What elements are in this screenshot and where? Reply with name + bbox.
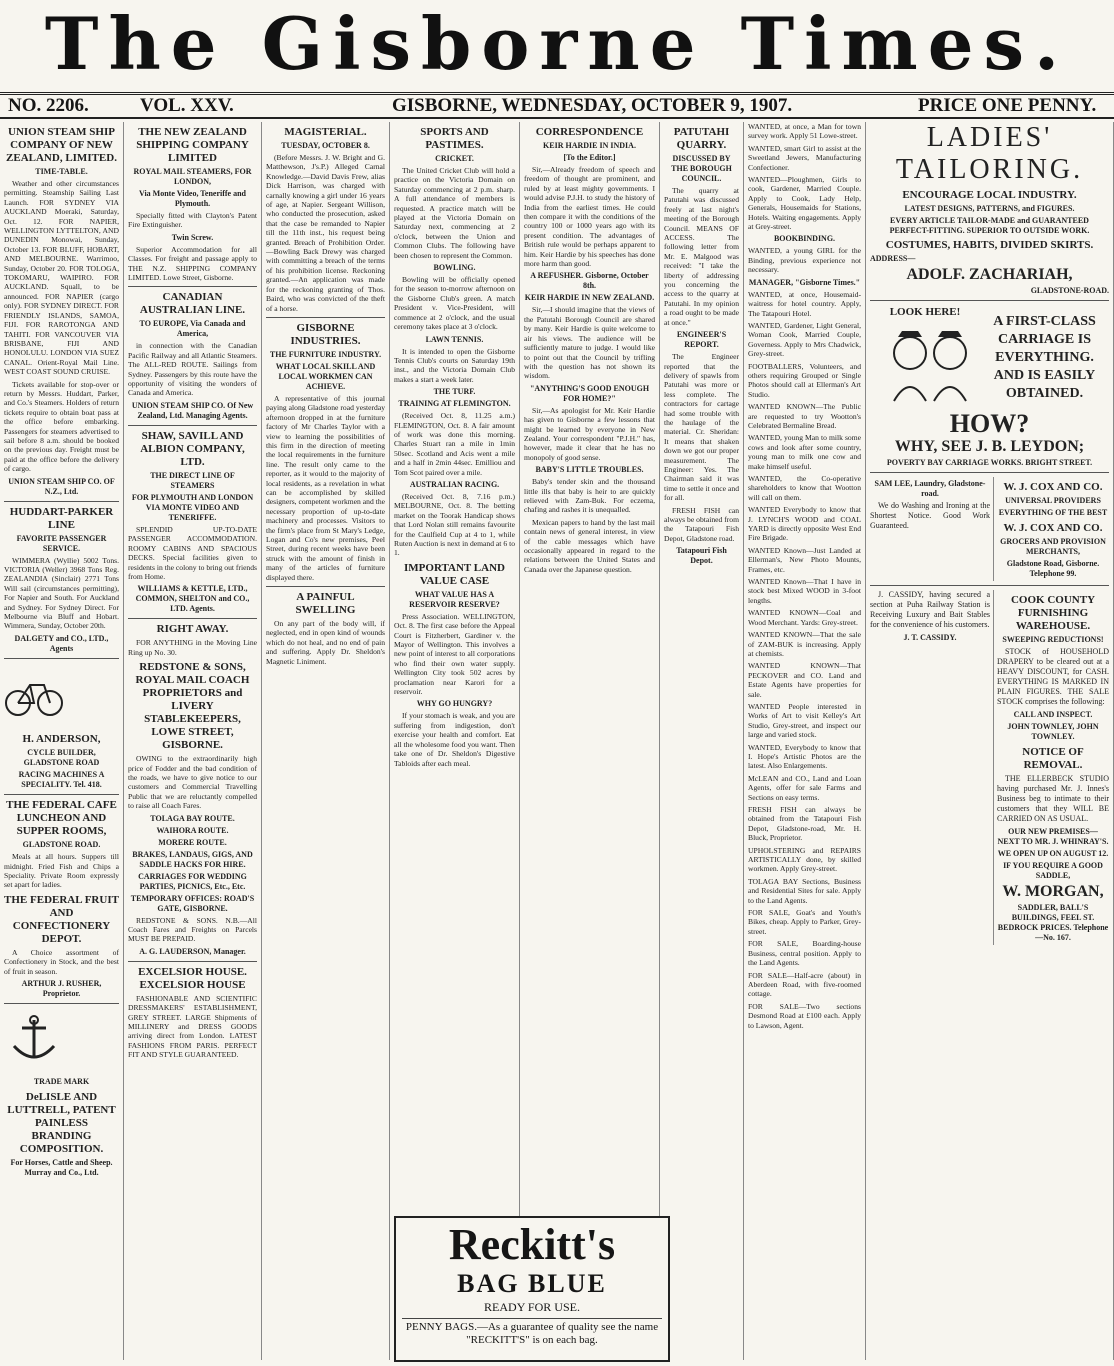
classified-tolaga: TOLAGA BAY Sections, Business and Residential Sites for sale. Apply to the Land Agents. bbox=[748, 876, 861, 905]
industries-heading: GISBORNE INDUSTRIES. bbox=[290, 321, 361, 347]
tolaga-route: TOLAGA BAY ROUTE. bbox=[150, 813, 235, 823]
canadian-text: in connection with the Canadian Pacific Railway and all Atlantic Steamers. The ALL-RED ROUTE. Sailings from Sydney. Passengers by this route have the opportunity of visiting the wonders of Canada and America. bbox=[128, 341, 257, 398]
keir-india-heading: KEIR HARDIE IN INDIA. bbox=[543, 141, 636, 150]
hungry-text: If your stomach is weak, and you are suffering from indigestion, don't exercise your health and comfort. Eat all the wholesome food you want. Then take one of Dr. Sheldon's Digestive Tabloids after each meal. bbox=[394, 711, 515, 768]
timetable-text: Weather and other circumstances permitting. Steamship Sailing Last Launch. FOR SYDNEY VIA AUCKLAND Moeraki, Saturday, Oct. 12. FOR NAPIER, WELLINGTON LYTTELTON, AND DUNEDIN Monowai, Sunday, October 13. FOR BLUFF, HOBART, AND MELBOURNE. Warrimoo, Sunday, October 20. FOR TOLOGA, TOKOMARU, WAIPIRO. FOR AUCKLAND. Squall, to be announced. FOR NAPIER (cargo only). FOR SYDNEY DIRECT. FOR FRIENDLY ISLANDS, SAMOA, FIJI. FOR RAROTONGA AND TAHITI. FOR VANCOUVER VIA BRISBANE, FIJI AND HONOLULU. LONDON VIA SUEZ CANAL. Orient-Royal Mail Line. WEST COAST SOUND CRUISE. bbox=[4, 179, 119, 377]
federal-subheading: GLADSTONE ROAD. bbox=[22, 840, 101, 850]
every-article: EVERY ARTICLE TAILOR-MADE and GUARANTEED PERFECT-FITTING. SUPERIOR TO OUTSIDE WORK. bbox=[889, 216, 1090, 235]
classified-wanted-4: WANTED, a young GIRL for the Binding, previous experience not necessary. bbox=[748, 246, 861, 275]
column-8-ads bbox=[866, 122, 1114, 1360]
land-value-heading: IMPORTANT LAND VALUE CASE bbox=[404, 561, 505, 587]
keir-signature: A REFUSHER. Gisborne, October 8th. bbox=[530, 271, 649, 291]
price: PRICE ONE PENNY. bbox=[918, 95, 1097, 116]
excelsior-heading: EXCELSIOR HOUSE. EXCELSIOR HOUSE bbox=[138, 965, 247, 991]
sports-heading: SPORTS AND PASTIMES. bbox=[420, 126, 489, 151]
tickets-text: Tickets available for stop-over or return by Messrs. Huddart, Parker, and Co.'s Steamers. Holders of return tickets require to obtain boat pass at the office before embarking. Passengers for steamers advertised to sail before 8 a.m. should be booked on the previous day. Freight must be paid at the office before the delivery of cargo. bbox=[4, 379, 119, 474]
sweeping-text: STOCK of HOUSEHOLD DRAPERY to be cleared out at a HEAVY DISCOUNT, for CASH. EVERYTHING IS MARKED IN PLAIN FIGURES. THE SALE STOCK comprises the following: bbox=[997, 647, 1109, 706]
classified-boarding: FOR SALE, Boarding-house Business, central position. Apply to the Land Agents. bbox=[748, 939, 861, 968]
townley-signature: JOHN TOWNLEY, JOHN TOWNLEY. bbox=[1007, 722, 1099, 741]
fruit-text: A Choice assortment of Confectionery in Stock, and the best of fruit in season. bbox=[4, 947, 119, 976]
favorite-heading: FAVORITE PASSENGER SERVICE. bbox=[16, 533, 107, 553]
keir-nz-text: Sir,—I should imagine that the views of the Patutahi Borough Council are shared by many. Keir Hardie is quite welcome to air his views. The audience will be sufficiently mature to judge. I would like to point out that the Council by trifling with the question has not shown its wisdom. bbox=[524, 305, 655, 381]
baby-heading: BABY'S LITTLE TROUBLES. bbox=[535, 465, 644, 475]
lauderson-signature: A. G. LAUDERSON, Manager. bbox=[139, 946, 246, 956]
sweeping-heading: SWEEPING REDUCTIONS! bbox=[1002, 635, 1104, 644]
carriage-heading: A FIRST-CLASS CARRIAGE IS EVERYTHING. AND IS EASILY OBTAINED. bbox=[993, 313, 1096, 401]
engineer-text: The Engineer reported that the delivery of spawls from Patutahi was more or less complete. The contractors for cartage had some trouble with the haulage of the material. Cr. Sheridan: It means that shaken down we got our proper measurement. The Engineer: Yes. The Chairman said it was time to settle it once and for all. bbox=[664, 352, 739, 503]
column-5 bbox=[520, 122, 660, 1360]
anderson-subheading: CYCLE BUILDER, GLADSTONE ROAD bbox=[23, 748, 100, 768]
classified-upholstering: UPHOLSTERING and REPAIRS ARTISTICALLY done, by skilled workmen. Apply Grey-street. bbox=[748, 845, 861, 874]
zachariah-road: GLADSTONE-ROAD. bbox=[1030, 286, 1109, 295]
volume-number: VOL. XXV. bbox=[140, 95, 234, 116]
issue-number: NO. 2206. bbox=[8, 95, 89, 116]
anything-text: Sir,—As apologist for Mr. Keir Hardie has given to Gisborne a few lessons that might be learned by everyone in New Zealand. Your correspondent "P.J.H." has, however, made it clear that he has no monopoly of good sense. bbox=[524, 405, 655, 462]
classified-wanted-3: WANTED—Ploughmen, Girls to cook, Gardener, Married Couple. Apply to Cook, Lady Help, Generals, Housemaids for Stations, Hotels. Waiting engagements. Apply at Grey-street. bbox=[748, 175, 861, 232]
leydon-heading: WHY, SEE J. B. LEYDON; bbox=[894, 438, 1085, 455]
column-3 bbox=[262, 122, 390, 1360]
latest-designs: LATEST DESIGNS, PATTERNS, and FIGURES. bbox=[904, 204, 1075, 213]
notice-removal-heading: NOTICE OF REMOVAL. bbox=[1022, 746, 1084, 771]
fitted-text: Specially fitted with Clayton's Patent Fire Extinguisher. bbox=[128, 211, 257, 230]
swelling-heading: A PAINFUL SWELLING bbox=[295, 591, 356, 617]
dalgety-signature: DALGETY and CO., LTD., Agents bbox=[14, 633, 109, 653]
morgan-name: W. MORGAN, bbox=[1002, 883, 1104, 900]
column-6 bbox=[660, 122, 744, 1360]
notice-removal-text: THE ELLERBECK STUDIO having purchased Mr. J. Innes's Business beg to intimate to their customers that they WILL BE CARRIED ON AS USUAL. bbox=[997, 774, 1109, 823]
trademark-anchor-icon bbox=[4, 1014, 64, 1066]
huddart-text: WIMMERA (Wyllie) 5002 Tons. VICTORIA (Weller) 3968 Tons Reg. ZEALANDIA (Sinclair) 2771 Tons Will sail (circumstances permitting), For Napier and South. For Auckland and Sydney. For Sydney Direct. For Melbourne via Bluff and Hobart. Wimmera, Sunday, October 20th. bbox=[4, 555, 119, 631]
column-2 bbox=[124, 122, 262, 1360]
manager-signature: MANAGER, "Gisborne Times." bbox=[748, 277, 861, 287]
to-editor: [To the Editor.] bbox=[563, 153, 616, 162]
patutahi-text: The quarry at Patutahi was discussed freely at last night's meeting of the Borough Council. MEANS OF ACCESS. The following letter from Mr. E. Malgood was received: "I take the liberty of addressing you concerning the access to the quarry at Patutahi. In my opinion a road ought to be made at once." bbox=[664, 186, 739, 327]
classified-wanted-15: WANTED People interested in Works of Art to visit Kelley's Art Studio, Grey-street, and inspect our large and varied stock. bbox=[748, 701, 861, 740]
waihora-route: WAIHORA ROUTE. bbox=[156, 825, 229, 835]
engineer-heading: ENGINEER'S REPORT. bbox=[676, 330, 727, 350]
federal-text: Meals at all hours. Suppers till midnight. Fried Fish and Chips a Speciality. Private Room expressly set apart for ladies. bbox=[4, 852, 119, 890]
column-7-classifieds bbox=[744, 122, 866, 1360]
twin-screw: Twin Screw. bbox=[171, 232, 214, 242]
magisterial-text: (Before Messrs. J. W. Bright and G. Matthewson, J's.P.) Alleged Carnal Knowledge.—David Davis Frew, alias Dick Harrison, was charged with carnally knowing a girl under 16 years of age, at Napier. Sergeant Willison, who conducted the prosecution, asked that the case be remanded to Napier till the 11th inst., his request being granted. Breach of Prohibition Order.—Bowling Back Drewy was charged with committing a breach of the terms of his prohibition license. Reckoning granted.—An application was made for the reckoning granting of Thos. Baird, who was convicted of the theft of a horse. bbox=[266, 153, 385, 313]
classified-wanted-7: WANTED KNOWN—The Public are requested to try Wootton's Celebrated Bermaline Bread. bbox=[748, 402, 861, 430]
canadian-heading: CANADIAN AUSTRALIAN LINE. bbox=[139, 291, 246, 317]
leydon-subheading: POVERTY BAY CARRIAGE WORKS. BRIGHT STREET. bbox=[886, 458, 1093, 467]
cricket-text: The United Cricket Club will hold a practice on the Victoria Domain on Saturday commencing at 2 p.m. sharp. A full attendance of members is requested. A practice match will be played at the Victoria Domain on Saturday next, commencing at 2 o'clock, between the Union and Common Clubs. The following have been chosen to represent the Common. bbox=[394, 166, 515, 260]
saddle-heading: IF YOU REQUIRE A GOOD SADDLE, bbox=[1003, 861, 1103, 880]
classified-wanted-9: WANTED, the Co-operative shareholders to know that Wootton will call on them. bbox=[748, 474, 861, 502]
reckitts-guarantee: PENNY BAGS.—As a guarantee of quality see the name "RECKITT'S" is on each bag. bbox=[402, 1318, 662, 1347]
address-label: ADDRESS— bbox=[870, 254, 916, 263]
nz-shipping-heading: THE NEW ZEALAND SHIPPING COMPANY LIMITED bbox=[136, 126, 249, 164]
classified-wanted-12: WANTED KNOWN—Coal and Wood Merchant. Yards: Grey-street. bbox=[748, 608, 861, 627]
bowling-text: Bowling will be officially opened for the season to-morrow afternoon on the Gisborne Club's green. A match President v. Vice-President, will commence at 2 o'clock, and the usual ceremony takes place at 3 o'clock. bbox=[394, 275, 515, 332]
newspaper-title: The Gisborne Times. bbox=[44, 1, 1070, 86]
how-heading: HOW? bbox=[949, 409, 1030, 438]
classified-two-sections: FOR SALE—Two sections Desmond Road at £100 each. Apply to Lawson, Agent. bbox=[748, 1001, 861, 1030]
patutahi-heading: PATUTAHI QUARRY. bbox=[673, 126, 730, 151]
wjcox-heading: W. J. COX AND CO. bbox=[1003, 481, 1103, 493]
trademark-label: TRADE MARK bbox=[33, 1076, 90, 1086]
timetable-heading: TIME-TABLE. bbox=[35, 167, 88, 176]
europe-heading: TO EUROPE, Via Canada and America, bbox=[139, 319, 246, 339]
carriages-text: CARRIAGES FOR WEDDING PARTIES, PICNICS, Etc., Etc. bbox=[138, 871, 247, 891]
mexican-text: Mexican papers to hand by the last mail contain news of general interest, in view of the cable messages which have occasionally appeared in regard to the relations between the United States and Canada over the Japanese question. bbox=[524, 517, 655, 574]
gladstone-address: Gladstone Road, Gisborne. Telephone 99. bbox=[1006, 559, 1100, 578]
fish-text: FRESH FISH can always be obtained from the Tatapouri Fish Depot, Gladstone road. bbox=[664, 505, 739, 543]
magisterial-heading: MAGISTERIAL. bbox=[284, 126, 367, 138]
reckitts-advertisement bbox=[394, 1216, 670, 1362]
classified-wanted-6: WANTED, Gardener, Light General, Woman Cook, Married Couple, Governess. Apply to Mrs Chadwick, Grey-street. bbox=[748, 320, 861, 359]
via-text: Via Monte Video, Teneriffe and Plymouth. bbox=[138, 189, 247, 208]
redstone-heading: REDSTONE & SONS, ROYAL MAIL COACH PROPRIETORS and LIVERY STABLEKEEPERS, LOWE STREET, GISBORNE. bbox=[135, 661, 250, 752]
shaw-savill-heading: SHAW, SAVILL AND ALBION COMPANY, LTD. bbox=[140, 429, 245, 468]
ladies-tailoring-heading: LADIES' TAILORING. bbox=[895, 122, 1084, 185]
land-value-text: Press Association. WELLINGTON, Oct. 8. The first case before the Appeal Court is Fitzherbert, Gardiner v. the Mayor of Wellington. This involves a new point of interest to all corporations who find their own water supply. Wellington City took 502 acres by proclamation near Karori for a reservoir. bbox=[394, 611, 515, 697]
zachariah-name: ADOLF. ZACHARIAH, bbox=[906, 266, 1073, 283]
rusher-signature: ARTHUR J. RUSHER, Proprietor. bbox=[21, 979, 102, 999]
column-4 bbox=[390, 122, 520, 1360]
union-signature: UNION STEAM SHIP CO. OF N.Z., Ltd. bbox=[8, 476, 115, 496]
call-inspect: CALL AND INSPECT. bbox=[1013, 710, 1093, 719]
bicycle-icon bbox=[4, 669, 64, 721]
magisterial-date: TUESDAY, OCTOBER 8. bbox=[281, 141, 370, 150]
classified-wanted-5: WANTED, at once, Housemaid-waitress for hotel country. Apply, The Tatapouri Hotel. bbox=[748, 289, 861, 318]
sam-lee-text: We do Washing and Ironing at the Shortest Notice. Good Work Guaranteed. bbox=[870, 501, 990, 530]
classified-coal: WANTED Everybody to know that J. LYNCH'S WOOD and COAL YARD is directly opposite West End Fire Brigade. bbox=[748, 505, 861, 543]
classified-wanted-16: WANTED, Everybody to know that I. Hope's Artistic Photos are the latest. Also Enlargements. bbox=[748, 742, 861, 771]
royal-mail-heading: ROYAL MAIL STEAMERS, FOR LONDON, bbox=[133, 167, 252, 186]
turf-heading: THE TURF. bbox=[433, 387, 476, 397]
open-date: WE OPEN UP ON AUGUST 12. bbox=[997, 849, 1109, 858]
redstone-notice: REDSTONE & SONS. N.B.—All Coach Fares and Freights on Parcels MUST BE PREPAID. bbox=[128, 915, 257, 944]
encourage-industry: ENCOURAGE LOCAL INDUSTRY. bbox=[902, 189, 1077, 201]
classified-footballers: FOOTBALLERS, Volunteers, and others requiring Grouped or Single Photos should call at Ellerman's Art Studio. bbox=[748, 361, 861, 399]
plymouth-line: FOR PLYMOUTH AND LONDON VIA MONTE VIDEO AND TENERIFFE. bbox=[131, 492, 254, 522]
classified-half-acre: FOR SALE—Half-acre (about) in Aberdeen Road, with five-roomed cottage. bbox=[748, 970, 861, 999]
keir-india-text: Sir,—Already freedom of speech and freedom of thought are prominent, and ruled by at least mighty governments. I would advise P.J.H. to study the history of India from the earliest times. He could then compare it with the conditions of the country 100 or 1000 years ago with its present condition. The advantages of British rule would be perhaps apparent to him. Keir Hardie by his speeches has done more harm than good. bbox=[524, 165, 655, 269]
williams-signature: WILLIAMS & KETTLE, LTD., COMMON, SHELTON and CO., LTD. Agents. bbox=[135, 584, 250, 614]
baby-text: Baby's tender skin and the thousand little ills that baby is heir to are quickly relieved with Zam-Buk. For eczema, chafing and rashes it is unequalled. bbox=[524, 477, 655, 515]
reckitts-tagline: READY FOR USE. bbox=[484, 1300, 580, 1314]
delisle-subheading: For Horses, Cattle and Sheep. Murray and Co., Ltd. bbox=[10, 1157, 113, 1177]
classified-for-sale: FOR SALE, Goat's and Youth's Bikes, cheap. Apply to Parker, Grey-street. bbox=[748, 908, 861, 936]
look-here-banner: LOOK HERE! bbox=[889, 306, 961, 318]
shaw-text: SPLENDID UP-TO-DATE PASSENGER ACCOMMODATION. ROOMY CABINS AND SPACIOUS DECKS. Special facilities given to residents in the colony to bring out friends from Home. bbox=[128, 524, 257, 581]
classified-wanted-13: WANTED KNOWN—That the sale of ZAM-BUK is increasing. Apply at chemists. bbox=[748, 630, 861, 658]
anything-heading: "ANYTHING'S GOOD ENOUGH FOR HOME?" bbox=[529, 383, 650, 403]
patutahi-subheading: DISCUSSED BY THE BOROUGH COUNCIL. bbox=[671, 154, 732, 183]
turf-text: (Received Oct. 8, 11.25 a.m.) FLEMINGTON, Oct. 8. A fair amount of work was done this morning. Charles Stuart ran a mile in 1min 50sec. Scotland and Acis went a mile and a half in 2min 44sec. Emilliou and Tom Scot paired over a mile. bbox=[394, 411, 515, 477]
classified-wanted-1: WANTED, at once, a Man for town survey work. Apply 51 Lowe-street. bbox=[748, 122, 861, 141]
new-premises: OUR NEW PREMISES— NEXT TO MR. J. WHINRAY'S. bbox=[997, 827, 1109, 846]
sam-lee-heading: SAM LEE, Laundry, Gladstone-road. bbox=[874, 479, 986, 498]
federal-heading: THE FEDERAL CAFE LUNCHEON AND SUPPER ROOMS, bbox=[6, 799, 117, 838]
land-value-subheading: WHAT VALUE HAS A RESERVOIR RESERVE? bbox=[409, 589, 500, 609]
anderson-tagline: RACING MACHINES A SPECIALITY. Tel. 418. bbox=[18, 770, 105, 790]
excelsior-text: FASHIONABLE AND SCIENTIFIC DRESSMAKERS' ESTABLISHMENT, GREY STREET. LARGE Shipments of MILLINERY and DRESS GOODS arriving direct from London. LATEST FASHIONS FROM PARIS. PERFECT FIT AND STYLE GUARANTEED. bbox=[128, 993, 257, 1060]
universal-providers: UNIVERSAL PROVIDERS bbox=[1005, 496, 1101, 505]
cassidy-signature: J. T. CASSIDY. bbox=[903, 633, 957, 642]
fruit-heading: THE FEDERAL FRUIT AND CONFECTIONERY DEPOT. bbox=[4, 893, 119, 945]
bookbinding-heading: BOOKBINDING. bbox=[773, 234, 836, 244]
tennis-heading: LAWN TENNIS. bbox=[425, 334, 484, 344]
fish-signature: Tatapouri Fish Depot. bbox=[676, 546, 727, 566]
aus-racing-heading: AUSTRALIAN RACING. bbox=[409, 479, 500, 489]
huddart-heading: HUDDART-PARKER LINE bbox=[9, 505, 114, 531]
reckitts-brand: Reckitt's bbox=[448, 1220, 616, 1269]
tennis-text: It is intended to open the Gisborne Tennis Club's courts on Saturday 19th inst., and the Victoria Domain Club makes a start a week later. bbox=[394, 346, 515, 384]
classified-wanted-11: WANTED Known—That I have in stock best Mixed WOOD in 3-foot lengths. bbox=[748, 577, 861, 605]
direct-line: THE DIRECT LINE OF STEAMERS bbox=[150, 470, 235, 490]
industries-subheading-2: WHAT LOCAL SKILL AND LOCAL WORKMEN CAN ACHIEVE. bbox=[275, 361, 376, 391]
keir-nz-heading: KEIR HARDIE IN NEW ZEALAND. bbox=[524, 293, 655, 303]
nz-shipping-text: Superior Accommodation for all Classes. For freight and passage apply to THE N.Z. SHIPPING COMPANY LIMITED. Lowe Street, Gisborne. bbox=[128, 244, 257, 283]
cassidy-text: J. CASSIDY, having secured a section at Puha Railway Station is Receiving Luxury and Bait Stables for the convenience of his customers. bbox=[870, 590, 990, 629]
anderson-heading: H. ANDERSON, bbox=[22, 733, 101, 746]
union-company-heading: UNION STEAM SHIP COMPANY OF NEW ZEALAND, LIMITED. bbox=[6, 126, 117, 164]
morere-route: MORERE ROUTE. bbox=[158, 837, 227, 847]
dateline-bar bbox=[0, 92, 1114, 119]
reckitts-product: BAG BLUE bbox=[457, 1269, 607, 1298]
aus-racing-text: (Received Oct. 8, 7.16 p.m.) MELBOURNE, Oct. 8. The betting market on the Toorak Handicap shows that Lord Nolan still remains favourite for the Caulfield Cup at 4 to 1, while Ruten Auction is next in demand at 6 to 1. bbox=[394, 491, 515, 558]
two-men-illustration-icon bbox=[870, 323, 990, 403]
industries-subheading: THE FURNITURE INDUSTRY. bbox=[269, 349, 382, 359]
column-1 bbox=[0, 122, 124, 1360]
right-away-heading: RIGHT AWAY. bbox=[156, 623, 229, 636]
classified-fresh-fish: FRESH FISH can always be obtained from the Tatapouri Fish Depot, Gladstone-road, Mr. H. Bluck, Proprietor. bbox=[748, 805, 861, 843]
cricket-heading: CRICKET. bbox=[435, 154, 474, 163]
industries-text: A representative of this journal paying along Gladstone road yesterday afternoon dropped in at the furniture factory of Mr Charles Taylor with a view to learning the possibilities of this firm in the direction of meeting the local requirements in the furniture line. The result only came to the reporter, as it would to the majority of local residents, as a revelation in what can be accomplished by skilled designers, competent workmen and the necessary proportion of up-to-date machinery and processes. Visitors to the firm's place from St Mary's Ledge, Logan and Co's new premises, Peel Street, during recent weeks have been struck with the amount of finish in many of the articles of furniture displayed there. bbox=[266, 393, 385, 582]
swelling-text: On any part of the body will, if neglected, end in open kind of wounds which do not heal, and no end of pain and suffering. Apply Dr. Sheldon's Magnetic Liniment. bbox=[266, 619, 385, 666]
delisle-heading: DeLISLE AND LUTTRELL, PATENT PAINLESS BRANDING COMPOSITION. bbox=[7, 1090, 116, 1155]
right-away-text: FOR ANYTHING in the Moving Line Ring up No. 30. bbox=[128, 638, 257, 657]
classified-wanted-10: WANTED Known—Just Landed at Ellerman's, New Photo Mounts, Frames, etc. bbox=[748, 545, 861, 574]
grocers-heading: GROCERS AND PROVISION MERCHANTS, bbox=[1000, 537, 1106, 556]
temporary-offices: TEMPORARY OFFICES: ROAD'S GATE, GISBORNE. bbox=[130, 893, 255, 913]
publication-date: GISBORNE, WEDNESDAY, OCTOBER 9, 1907. bbox=[392, 95, 793, 116]
morgan-subheading: SADDLER, BALL'S BUILDINGS, FEEL ST. BEDROCK PRICES. Telephone—No. 167. bbox=[997, 903, 1109, 942]
redstone-text: OWING to the extraordinarily high price of Fodder and the bad condition of the roads, we have to give notice to our customers and Commercial Travelling Public that we are reluctantly compelled to raise all Coach Fares. bbox=[128, 754, 257, 811]
bowling-heading: BOWLING. bbox=[433, 263, 476, 273]
union-signature-2: UNION STEAM SHIP CO. Of New Zealand, Ltd. Managing Agents. bbox=[131, 400, 254, 420]
brakes-text: BRAKES, LANDAUS, GIGS, AND SADDLE HACKS FOR HIRE. bbox=[132, 849, 253, 869]
costumes-line: COSTUMES, HABITS, DIVIDED SKIRTS. bbox=[885, 239, 1094, 251]
classified-wanted-2: WANTED, smart Girl to assist at the Sweetland Jewers, Manufacturing Confectioner. bbox=[748, 143, 861, 172]
classified-wanted-14: WANTED KNOWN—That PECKOVER and CO. Land and Estate Agents have properties for sale. bbox=[748, 661, 861, 699]
classified-wanted-8: WANTED, young Man to milk some cows and look after some country, young man to milk one cow and make himself useful. bbox=[748, 433, 861, 471]
masthead bbox=[0, 0, 1114, 88]
flemington-heading: TRAINING AT FLEMINGTON. bbox=[398, 399, 511, 409]
correspondence-heading: CORRESPONDENCE bbox=[535, 126, 644, 138]
hungry-heading: WHY GO HUNGRY? bbox=[416, 699, 493, 709]
everything-best: EVERYTHING OF THE BEST bbox=[998, 508, 1108, 517]
classified-mclean: McLEAN and CO., Land and Loan Agents, offer for sale Farms and Sections on easy terms. bbox=[748, 773, 861, 802]
cook-county-heading: COOK COUNTY FURNISHING WAREHOUSE. bbox=[1010, 594, 1096, 632]
wjcox-heading-2: W. J. COX AND CO. bbox=[1003, 522, 1103, 534]
